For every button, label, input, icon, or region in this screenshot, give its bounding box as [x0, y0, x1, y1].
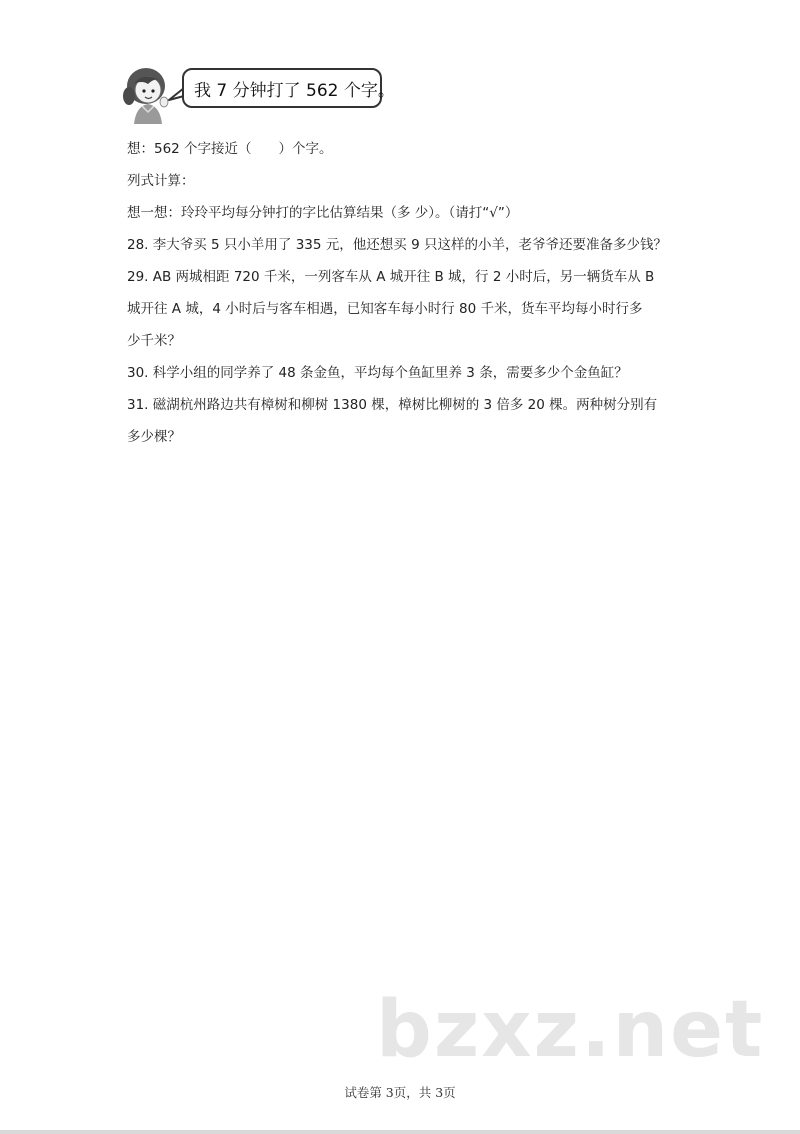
question-31-line-2: 多少棵？ — [127, 429, 181, 445]
illustration-with-speech — [120, 62, 395, 124]
think-estimate-line: 想：562 个字接近（ ）个字。 — [127, 141, 333, 157]
watermark: bzxz.net — [376, 985, 765, 1075]
calculation-label: 列式计算： — [127, 173, 195, 189]
question-28: 28. 李大爷买 5 只小羊用了 335 元，他还想买 9 只这样的小羊，老爷爷还要准备多少钱？ — [127, 237, 667, 253]
compare-prompt-line: 想一想：玲玲平均每分钟打的字比估算结果（多 少）。（请打“√”） — [127, 205, 519, 221]
question-29-line-2: 城开往 A 城，4 小时后与客车相遇，已知客车每小时行 80 千米，货车平均每小时行多 — [127, 301, 643, 317]
page-footer: 试卷第 3页，共 3页 — [344, 1085, 456, 1100]
question-30: 30. 科学小组的同学养了 48 条金鱼，平均每个鱼缸里养 3 条，需要多少个金鱼缸？ — [127, 365, 628, 381]
page-bottom-edge — [0, 1130, 800, 1134]
question-29-line-3: 少千米？ — [127, 333, 181, 349]
question-31-line-1: 31. 磁湖杭州路边共有樟树和柳树 1380 棵，樟树比柳树的 3 倍多 20 棵。两种树分别有 — [127, 397, 658, 413]
question-29-line-1: 29. AB 两城相距 720 千米，一列客车从 A 城开往 B 城，行 2 小时后，另一辆货车从 B — [127, 269, 655, 285]
speech-bubble — [182, 68, 395, 108]
speech-bubble-text: 我 7 分钟打了 562 个字。 — [194, 80, 395, 101]
